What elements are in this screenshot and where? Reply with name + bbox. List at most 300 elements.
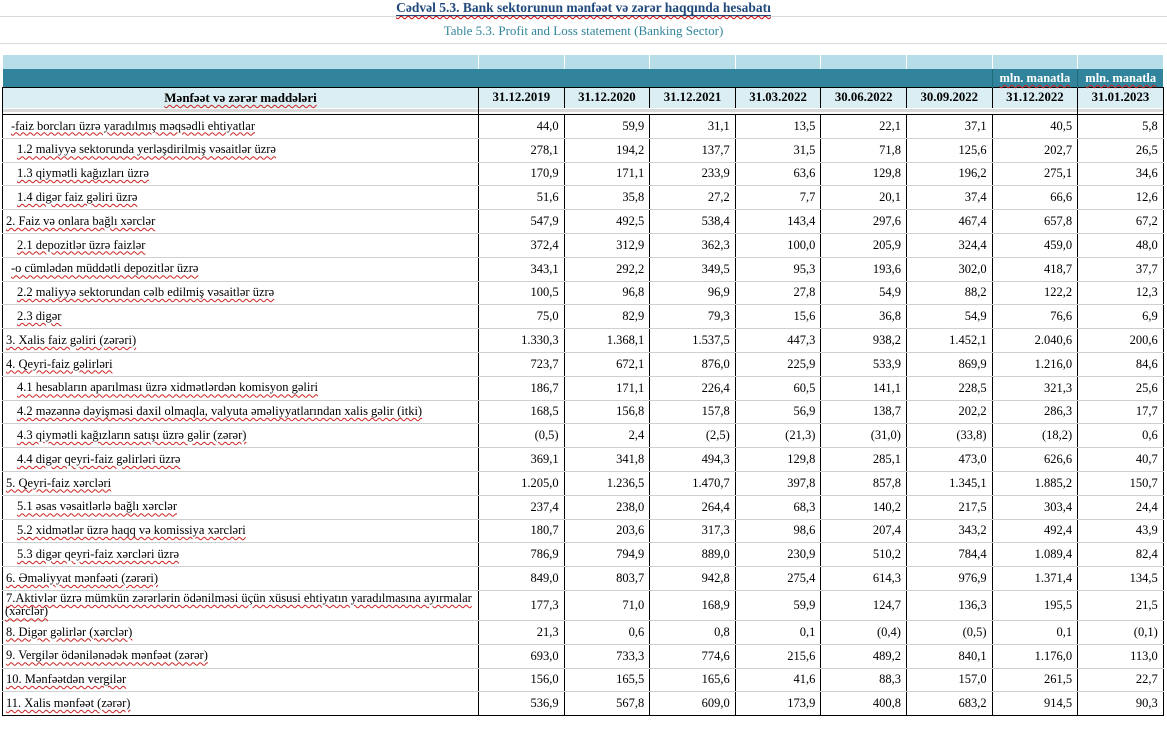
report-title: Cədvəl 5.3. Bank sektorunun mənfəət və zərər haqqında hesabatı: [396, 0, 771, 15]
value-cell: 938,2: [821, 329, 907, 353]
row-label: 1.4 digər faiz gəliri üzrə: [17, 190, 138, 205]
value-cell: 193,6: [821, 257, 907, 281]
value-cell: (0,1): [1078, 620, 1164, 644]
unit-band-row: [3, 69, 1164, 88]
value-cell: 1.371,4: [992, 567, 1078, 591]
row-label-cell: [3, 567, 479, 591]
table-row: [3, 281, 1164, 305]
value-cell: 312,9: [564, 233, 650, 257]
row-label-cell: [3, 233, 479, 257]
band-cell: [3, 69, 479, 88]
value-cell: 60,5: [735, 376, 821, 400]
row-label-cell: [3, 352, 479, 376]
row-label-cell: [3, 620, 479, 644]
value-cell: 2,4: [564, 424, 650, 448]
gap-cell: [821, 108, 907, 115]
table-row: [3, 376, 1164, 400]
value-cell: 230,9: [735, 543, 821, 567]
column-header: 31.12.2021: [650, 88, 736, 108]
row-label: 11. Xalis mənfəət (zərər): [6, 695, 131, 710]
value-cell: 0,1: [735, 620, 821, 644]
row-label: 10. Mənfəətdən vergilər: [6, 672, 127, 687]
row-label-cell: [3, 400, 479, 424]
value-cell: 733,3: [564, 644, 650, 668]
value-cell: 27,2: [650, 186, 736, 210]
table-row: [3, 644, 1164, 668]
row-label: 8. Digər gəlirlər (xərclər): [6, 624, 133, 639]
value-cell: 68,3: [735, 495, 821, 519]
value-cell: 473,0: [906, 448, 992, 472]
value-cell: (0,5): [479, 424, 565, 448]
value-cell: 2.040,6: [992, 329, 1078, 353]
row-label: 2.2 maliyyə sektorundan cəlb edilmiş vəsaitlər üzrə: [17, 285, 275, 300]
table-row: [3, 210, 1164, 234]
band-cell: [479, 55, 565, 69]
column-header: 31.12.2020: [564, 88, 650, 108]
value-cell: 20,1: [821, 186, 907, 210]
value-cell: 297,6: [821, 210, 907, 234]
value-cell: 205,9: [821, 233, 907, 257]
value-cell: 914,5: [992, 692, 1078, 716]
value-cell: 217,5: [906, 495, 992, 519]
band-cell: [906, 69, 992, 88]
value-cell: 21,5: [1078, 590, 1164, 620]
value-cell: 1.216,0: [992, 352, 1078, 376]
value-cell: 37,4: [906, 186, 992, 210]
value-cell: 137,7: [650, 138, 736, 162]
light-band-row: [3, 55, 1164, 69]
value-cell: 56,9: [735, 400, 821, 424]
value-cell: 510,2: [821, 543, 907, 567]
value-cell: 98,6: [735, 519, 821, 543]
report-subtitle: Table 5.3. Profit and Loss statement (Banking Sector): [443, 23, 724, 38]
table-row: [3, 590, 1164, 620]
value-cell: 5,8: [1078, 115, 1164, 139]
row-label: 4. Qeyri-faiz gəlirləri: [6, 356, 113, 371]
row-label-cell: [3, 495, 479, 519]
row-label-cell: [3, 519, 479, 543]
value-cell: 6,9: [1078, 305, 1164, 329]
value-cell: 96,8: [564, 281, 650, 305]
row-label-cell: [3, 424, 479, 448]
value-cell: 129,8: [821, 162, 907, 186]
value-cell: 43,9: [1078, 519, 1164, 543]
row-items-header: [3, 88, 479, 108]
row-label: 2.1 depozitlər üzrə faizlər: [17, 237, 146, 252]
value-cell: 533,9: [821, 352, 907, 376]
table-row: [3, 448, 1164, 472]
value-cell: 1.470,7: [650, 471, 736, 495]
value-cell: 170,9: [479, 162, 565, 186]
value-cell: 59,9: [735, 590, 821, 620]
band-cell: [650, 55, 736, 69]
header-gap-row: [3, 108, 1164, 115]
value-cell: 165,5: [564, 668, 650, 692]
value-cell: 141,1: [821, 376, 907, 400]
value-cell: (2,5): [650, 424, 736, 448]
row-label-cell: [3, 668, 479, 692]
row-label-cell: [3, 590, 479, 620]
table-row: [3, 352, 1164, 376]
value-cell: 303,4: [992, 495, 1078, 519]
value-cell: 857,8: [821, 471, 907, 495]
table-row: [3, 668, 1164, 692]
value-cell: 1.345,1: [906, 471, 992, 495]
band-cell: [735, 55, 821, 69]
value-cell: 275,1: [992, 162, 1078, 186]
band-cell: [564, 69, 650, 88]
profit-loss-table: [2, 55, 1163, 716]
value-cell: (0,4): [821, 620, 907, 644]
value-cell: 349,5: [650, 257, 736, 281]
value-cell: 459,0: [992, 233, 1078, 257]
value-cell: 261,5: [992, 668, 1078, 692]
value-cell: 7,7: [735, 186, 821, 210]
value-cell: 140,2: [821, 495, 907, 519]
value-cell: 40,7: [1078, 448, 1164, 472]
band-cell: [3, 55, 479, 69]
unit-label: mln. manatla: [1085, 71, 1157, 85]
value-cell: 233,9: [650, 162, 736, 186]
band-cell: [992, 55, 1078, 69]
value-cell: 82,9: [564, 305, 650, 329]
value-cell: 467,4: [906, 210, 992, 234]
value-cell: 171,1: [564, 162, 650, 186]
value-cell: 538,4: [650, 210, 736, 234]
column-header: 31.01.2023: [1078, 88, 1164, 108]
unit-cell: [1078, 69, 1164, 88]
value-cell: 202,7: [992, 138, 1078, 162]
row-label: 4.3 qiymətli kağızların satışı üzrə gəlir (zərər): [17, 428, 247, 442]
value-cell: 784,4: [906, 543, 992, 567]
value-cell: 362,3: [650, 233, 736, 257]
value-cell: 59,9: [564, 115, 650, 139]
value-cell: 54,9: [821, 281, 907, 305]
value-cell: 794,9: [564, 543, 650, 567]
value-cell: 34,6: [1078, 162, 1164, 186]
column-header: 30.09.2022: [906, 88, 992, 108]
value-cell: 614,3: [821, 567, 907, 591]
value-cell: 397,8: [735, 471, 821, 495]
value-cell: 492,5: [564, 210, 650, 234]
table-row: [3, 519, 1164, 543]
row-label: 1.3 qiymətli kağızları üzrə: [17, 166, 149, 181]
row-label-cell: [3, 692, 479, 716]
row-label-cell: [3, 471, 479, 495]
gap-cell: [906, 108, 992, 115]
value-cell: 100,5: [479, 281, 565, 305]
row-items-header-label: Mənfəət və zərər maddələri: [164, 89, 317, 105]
value-cell: 609,0: [650, 692, 736, 716]
table-row: [3, 186, 1164, 210]
row-label: 4.4 digər qeyri-faiz gəlirləri üzrə: [17, 451, 181, 466]
value-cell: 138,7: [821, 400, 907, 424]
value-cell: (0,5): [906, 620, 992, 644]
row-label: 2.3 digər: [17, 309, 62, 324]
value-cell: 24,4: [1078, 495, 1164, 519]
value-cell: 774,6: [650, 644, 736, 668]
column-header: 31.03.2022: [735, 88, 821, 108]
subtitle-row: [0, 17, 1167, 44]
value-cell: 1.236,5: [564, 471, 650, 495]
row-label: 1.2 maliyyə sektorunda yerləşdirilmiş vəsaitlər üzrə: [17, 142, 276, 157]
value-cell: 124,7: [821, 590, 907, 620]
title-row: [0, 0, 1167, 17]
table-row: [3, 305, 1164, 329]
value-cell: 17,7: [1078, 400, 1164, 424]
value-cell: 90,3: [1078, 692, 1164, 716]
gap-cell: [992, 108, 1078, 115]
table-row: [3, 329, 1164, 353]
value-cell: 203,6: [564, 519, 650, 543]
value-cell: 292,2: [564, 257, 650, 281]
row-label: 4.2 məzənnə dəyişməsi daxil olmaqla, valyuta əməliyyatlarından xalis gəlir (itki): [17, 404, 423, 419]
value-cell: 35,8: [564, 186, 650, 210]
value-cell: 41,6: [735, 668, 821, 692]
value-cell: 0,6: [564, 620, 650, 644]
row-label: 5.1 əsas vəsaitlərlə bağlı xərclər: [17, 499, 177, 514]
value-cell: 207,4: [821, 519, 907, 543]
value-cell: 1.885,2: [992, 471, 1078, 495]
table-row: [3, 400, 1164, 424]
value-cell: 40,5: [992, 115, 1078, 139]
column-header: 30.06.2022: [821, 88, 907, 108]
value-cell: 95,3: [735, 257, 821, 281]
table-row: [3, 620, 1164, 644]
value-cell: 237,4: [479, 495, 565, 519]
gap-cell: [564, 108, 650, 115]
value-cell: 48,0: [1078, 233, 1164, 257]
value-cell: 302,0: [906, 257, 992, 281]
row-label-cell: [3, 138, 479, 162]
value-cell: 44,0: [479, 115, 565, 139]
row-label: 5.3 digər qeyri-faiz xərcləri üzrə: [17, 546, 180, 561]
value-cell: 113,0: [1078, 644, 1164, 668]
value-cell: 15,6: [735, 305, 821, 329]
value-cell: 626,6: [992, 448, 1078, 472]
column-header-row: [3, 88, 1164, 108]
band-cell: [1078, 55, 1164, 69]
value-cell: 0,8: [650, 620, 736, 644]
row-label: 4.1 hesabların aparılması üzrə xidmətlərdən komisyon gəliri: [17, 380, 318, 395]
table-row: [3, 233, 1164, 257]
value-cell: (31,0): [821, 424, 907, 448]
value-cell: 12,6: [1078, 186, 1164, 210]
band-cell: [735, 69, 821, 88]
value-cell: 88,3: [821, 668, 907, 692]
value-cell: 803,7: [564, 567, 650, 591]
value-cell: 129,8: [735, 448, 821, 472]
value-cell: 31,5: [735, 138, 821, 162]
value-cell: 672,1: [564, 352, 650, 376]
value-cell: 36,8: [821, 305, 907, 329]
band-cell: [650, 69, 736, 88]
value-cell: 157,0: [906, 668, 992, 692]
value-cell: 275,4: [735, 567, 821, 591]
value-cell: 136,3: [906, 590, 992, 620]
value-cell: 100,0: [735, 233, 821, 257]
value-cell: 876,0: [650, 352, 736, 376]
table-body: [3, 115, 1164, 716]
value-cell: 786,9: [479, 543, 565, 567]
value-cell: 547,9: [479, 210, 565, 234]
value-cell: 195,5: [992, 590, 1078, 620]
value-cell: 63,6: [735, 162, 821, 186]
value-cell: 849,0: [479, 567, 565, 591]
value-cell: 343,1: [479, 257, 565, 281]
value-cell: 67,2: [1078, 210, 1164, 234]
value-cell: 225,9: [735, 352, 821, 376]
value-cell: 369,1: [479, 448, 565, 472]
value-cell: 13,5: [735, 115, 821, 139]
value-cell: 226,4: [650, 376, 736, 400]
table-row: [3, 471, 1164, 495]
value-cell: 492,4: [992, 519, 1078, 543]
value-cell: 202,2: [906, 400, 992, 424]
value-cell: 343,2: [906, 519, 992, 543]
band-cell: [821, 69, 907, 88]
value-cell: 21,3: [479, 620, 565, 644]
value-cell: 372,4: [479, 233, 565, 257]
value-cell: (21,3): [735, 424, 821, 448]
value-cell: 156,0: [479, 668, 565, 692]
column-header: 31.12.2022: [992, 88, 1078, 108]
value-cell: 1.330,3: [479, 329, 565, 353]
value-cell: 494,3: [650, 448, 736, 472]
value-cell: 156,8: [564, 400, 650, 424]
row-label-cell: [3, 448, 479, 472]
row-label: -faiz borcları üzrə yaradılmış məqsədli ehtiyatlar: [11, 118, 255, 133]
value-cell: 22,1: [821, 115, 907, 139]
value-cell: 66,6: [992, 186, 1078, 210]
value-cell: 76,6: [992, 305, 1078, 329]
value-cell: 194,2: [564, 138, 650, 162]
row-label-cell: [3, 305, 479, 329]
value-cell: 37,7: [1078, 257, 1164, 281]
row-label-cell: [3, 376, 479, 400]
spacer: [0, 44, 1167, 55]
value-cell: 37,1: [906, 115, 992, 139]
value-cell: 54,9: [906, 305, 992, 329]
value-cell: 157,8: [650, 400, 736, 424]
table-row: [3, 543, 1164, 567]
data-table: [2, 55, 1164, 716]
value-cell: 489,2: [821, 644, 907, 668]
value-cell: 264,4: [650, 495, 736, 519]
value-cell: 286,3: [992, 400, 1078, 424]
value-cell: 1.368,1: [564, 329, 650, 353]
table-row: [3, 495, 1164, 519]
value-cell: 1.205,0: [479, 471, 565, 495]
row-label: 6. Əməliyyat mənfəəti (zərəri): [6, 570, 159, 585]
value-cell: 27,8: [735, 281, 821, 305]
row-label-cell: [3, 257, 479, 281]
row-label: 2. Faiz və onlara bağlı xərclər: [6, 213, 156, 228]
value-cell: 1.176,0: [992, 644, 1078, 668]
value-cell: 317,3: [650, 519, 736, 543]
value-cell: 168,9: [650, 590, 736, 620]
row-label: 7.Aktivlər üzrə mümkün zərərlərin ödənilməsi üçün xüsusi ehtiyatın yaradılmasına ayırmalar (xərclər): [5, 590, 472, 619]
row-label-cell: [3, 186, 479, 210]
value-cell: 942,8: [650, 567, 736, 591]
value-cell: (33,8): [906, 424, 992, 448]
value-cell: 125,6: [906, 138, 992, 162]
value-cell: 840,1: [906, 644, 992, 668]
value-cell: 1.537,5: [650, 329, 736, 353]
row-label-cell: [3, 329, 479, 353]
value-cell: 75,0: [479, 305, 565, 329]
value-cell: 12,3: [1078, 281, 1164, 305]
value-cell: 278,1: [479, 138, 565, 162]
value-cell: 96,9: [650, 281, 736, 305]
value-cell: 567,8: [564, 692, 650, 716]
value-cell: 82,4: [1078, 543, 1164, 567]
value-cell: 238,0: [564, 495, 650, 519]
value-cell: 536,9: [479, 692, 565, 716]
unit-cell: [992, 69, 1078, 88]
value-cell: 723,7: [479, 352, 565, 376]
value-cell: 215,6: [735, 644, 821, 668]
value-cell: 196,2: [906, 162, 992, 186]
value-cell: (18,2): [992, 424, 1078, 448]
value-cell: 447,3: [735, 329, 821, 353]
value-cell: 693,0: [479, 644, 565, 668]
value-cell: 228,5: [906, 376, 992, 400]
value-cell: 1.452,1: [906, 329, 992, 353]
unit-label: mln. manatla: [999, 71, 1071, 85]
value-cell: 173,9: [735, 692, 821, 716]
table-row: [3, 115, 1164, 139]
column-header: 31.12.2019: [479, 88, 565, 108]
gap-cell: [1078, 108, 1164, 115]
value-cell: 0,6: [1078, 424, 1164, 448]
band-cell: [564, 55, 650, 69]
value-cell: 88,2: [906, 281, 992, 305]
row-label-cell: [3, 644, 479, 668]
value-cell: 180,7: [479, 519, 565, 543]
row-label: 3. Xalis faiz gəliri (zərəri): [6, 332, 137, 347]
value-cell: 150,7: [1078, 471, 1164, 495]
value-cell: 22,7: [1078, 668, 1164, 692]
value-cell: 889,0: [650, 543, 736, 567]
value-cell: 143,4: [735, 210, 821, 234]
band-cell: [821, 55, 907, 69]
row-label: 5.2 xidmətlər üzrə haqq və komissiya xərcləri: [17, 523, 246, 538]
value-cell: 26,5: [1078, 138, 1164, 162]
table-row: [3, 567, 1164, 591]
value-cell: 171,1: [564, 376, 650, 400]
value-cell: 84,6: [1078, 352, 1164, 376]
value-cell: 25,6: [1078, 376, 1164, 400]
value-cell: 186,7: [479, 376, 565, 400]
value-cell: 324,4: [906, 233, 992, 257]
row-label: 5. Qeyri-faiz xərcləri: [6, 475, 112, 490]
table-row: [3, 424, 1164, 448]
value-cell: 51,6: [479, 186, 565, 210]
value-cell: 165,6: [650, 668, 736, 692]
band-cell: [479, 69, 565, 88]
gap-cell: [479, 108, 565, 115]
row-label: 9. Vergilər ödənilənədək mənfəət (zərər): [6, 648, 208, 663]
value-cell: 200,6: [1078, 329, 1164, 353]
value-cell: 341,8: [564, 448, 650, 472]
value-cell: 0,1: [992, 620, 1078, 644]
value-cell: 168,5: [479, 400, 565, 424]
row-label-cell: [3, 210, 479, 234]
value-cell: 122,2: [992, 281, 1078, 305]
value-cell: 31,1: [650, 115, 736, 139]
value-cell: 657,8: [992, 210, 1078, 234]
